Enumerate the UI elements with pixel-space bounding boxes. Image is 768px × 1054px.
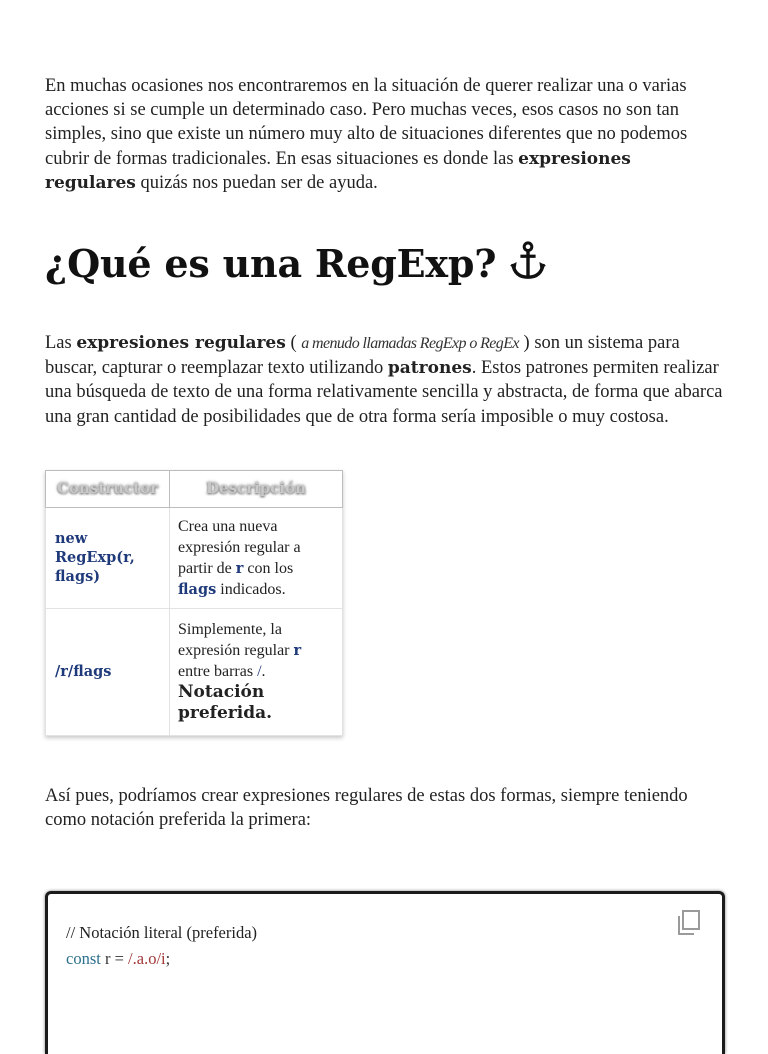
outro-paragraph: Así pues, podríamos crear expresiones regulares de estas dos formas, siempre teniendo como notación preferida la primera: xyxy=(45,785,688,831)
heading-anchor-link[interactable] xyxy=(509,241,547,286)
constructor-table xyxy=(45,470,343,736)
code-comment-line: // Notación literal (preferida) xyxy=(66,923,258,942)
code-regex-literal: /.a.o/i xyxy=(128,949,166,968)
intro-text-a: En muchas ocasiones nos encontraremos en la situación de querer realizar una o varias acciones si se cumple un determinado caso. Pero muchas veces, esos casos no son tan simples, sino que existe un número muy alto de situaciones diferentes que no podemos cubrir de formas tradicionales. En esas situaciones es donde las xyxy=(45,76,688,169)
table-cell-constructor: new RegExp(r, flags) xyxy=(46,507,170,608)
desc-slash: / xyxy=(257,663,262,681)
table-header-row xyxy=(46,470,343,507)
definition-paren-close: ) xyxy=(518,333,530,354)
definition-bold-patterns: patrones xyxy=(387,358,472,379)
intro-bold-term: expresiones regulares xyxy=(45,148,631,193)
table-cell-description xyxy=(170,507,343,608)
section-heading xyxy=(45,239,725,289)
intro-paragraph xyxy=(45,74,725,195)
definition-text-b: son un sistema para buscar, capturar o reemplazar texto utilizando xyxy=(45,333,680,379)
article-content xyxy=(45,74,725,832)
definition-alias-note: a menudo llamadas RegExp o RegEx xyxy=(301,335,519,353)
table-cell-description xyxy=(170,608,343,735)
intro-text-b: quizás nos puedan ser de ayuda. xyxy=(135,172,378,193)
table-header-description: Descripción xyxy=(170,470,343,507)
code-semicolon: ; xyxy=(165,949,171,968)
table-header-constructor: Constructor xyxy=(46,470,170,507)
desc-text: indicados. xyxy=(216,580,286,598)
definition-text-a: Las xyxy=(45,333,77,354)
definition-paragraph xyxy=(45,331,725,429)
desc-code-r: r xyxy=(293,642,302,660)
copy-icon[interactable] xyxy=(676,910,700,936)
definition-paren-open: ( xyxy=(285,333,302,354)
definition-bold-term: expresiones regulares xyxy=(76,333,286,354)
definition-text-c: . Estos patrones permiten realizar una búsqueda de texto de una forma relativamente sencilla y abstracta, de forma que abarca una gran cantidad de posibilidades que de otra forma sería imposible o muy costosa. xyxy=(45,358,723,427)
code-variable: r = xyxy=(100,949,129,968)
table-cell-constructor: /r/flags xyxy=(46,608,170,735)
table-row xyxy=(46,608,343,735)
desc-text: con los xyxy=(243,559,294,577)
desc-text: Simplemente, la expresión regular xyxy=(178,621,294,660)
code-keyword: const xyxy=(66,949,101,968)
desc-code-r: r xyxy=(235,559,244,577)
code-statement-line xyxy=(66,948,170,970)
code-block xyxy=(45,891,725,1054)
desc-text: entre barras xyxy=(178,663,258,681)
table-row xyxy=(46,507,343,608)
desc-code-flags: flags xyxy=(178,580,217,598)
anchor-icon xyxy=(509,241,547,281)
desc-text: . xyxy=(261,663,266,681)
desc-preferred-note: Notación preferida. xyxy=(178,682,273,724)
desc-text: Crea una nueva expresión regular a partir de xyxy=(178,517,301,577)
section-heading-text: ¿Qué es una RegExp? xyxy=(45,241,497,287)
